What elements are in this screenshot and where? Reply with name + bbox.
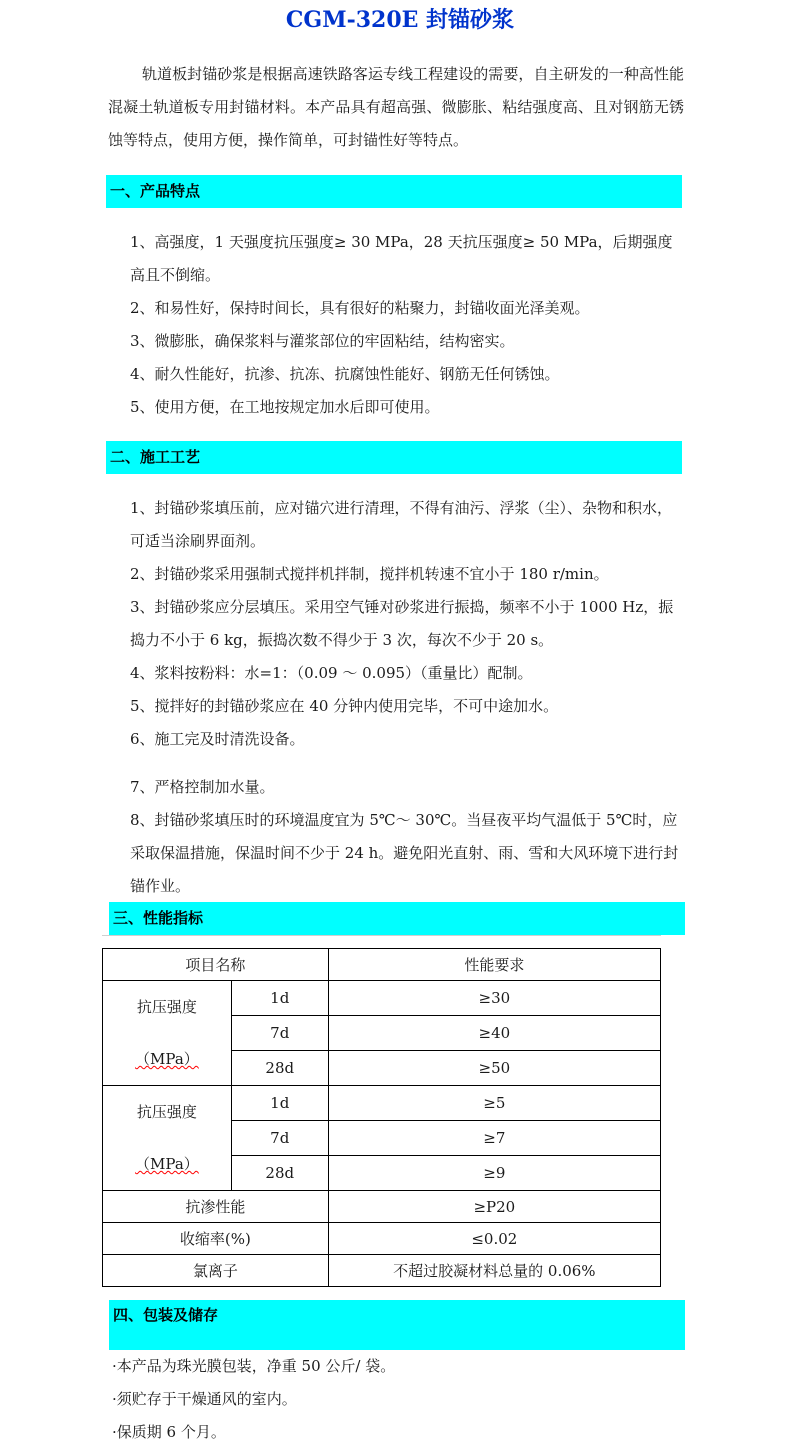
table-cell: 1d (231, 1086, 328, 1121)
list-item: 3、微膨胀，确保浆料与灌浆部位的牢固粘结，结构密实。 (130, 332, 515, 350)
section-heading-storage: 四、包装及储存 (109, 1300, 685, 1350)
table-cell: ≥50 (328, 1051, 660, 1086)
table-cell: 收缩率(%) (103, 1223, 329, 1255)
table-header-cell: 项目名称 (103, 949, 329, 981)
table-group-label (103, 981, 232, 1086)
table-row (103, 1223, 661, 1255)
table-cell: 1d (231, 981, 328, 1016)
list-item: 5、搅拌好的封锚砂浆应在 40 分钟内使用完毕，不可中途加水。 (130, 697, 559, 715)
storage-list (112, 1350, 682, 1449)
section-heading-performance: 三、性能指标 (109, 902, 685, 935)
group-label: 抗压强度 (136, 998, 197, 1016)
table-cell: 抗渗性能 (103, 1191, 329, 1223)
performance-table (102, 948, 661, 1287)
intro-paragraph: 轨道板封锚砂浆是根据高速铁路客运专线工程建设的需要，自主研发的一种高性能混凝土轨道板专用封锚材料。本产品具有超高强、微膨胀、粘结强度高、且对钢筋无锈蚀等特点，使用方便，操作简单，可封锚性好等特点。 (108, 65, 684, 149)
table-group-label (103, 1086, 232, 1191)
list-item: 1、高强度，1 天强度抗压强度≥ 30 MPa，28 天抗压强度≥ 50 MPa，后期强度高且不倒缩。 (130, 233, 673, 284)
list-item: 2、封锚砂浆采用强制式搅拌机拌制，搅拌机转速不宜小于 180 r/min。 (130, 565, 609, 583)
table-cell: ≤0.02 (328, 1223, 660, 1255)
table-cell: ≥30 (328, 981, 660, 1016)
table-row (103, 1191, 661, 1223)
table-cell: ≥P20 (328, 1191, 660, 1223)
divider (102, 935, 661, 936)
list-item: ·本产品为珠光膜包装，净重 50 公斤/ 袋。 (112, 1357, 396, 1375)
list-item: ·须贮存于干燥通风的室内。 (112, 1390, 297, 1408)
table-row (103, 1255, 661, 1287)
table-cell: 7d (231, 1121, 328, 1156)
list-item: ·保质期 6 个月。 (112, 1423, 226, 1441)
process-list (130, 492, 684, 756)
group-unit: （MPa） (135, 1155, 199, 1173)
table-cell: ≥40 (328, 1016, 660, 1051)
table-header-cell: 性能要求 (328, 949, 660, 981)
table-cell: 28d (231, 1051, 328, 1086)
list-item: 3、封锚砂浆应分层填压。采用空气锤对砂浆进行振捣，频率不小于 1000 Hz，振捣力不小于 6 kg，振捣次数不得少于 3 次，每次不少于 20 s。 (130, 598, 674, 649)
table-row (103, 949, 661, 981)
list-item: 7、严格控制加水量。 (130, 778, 275, 796)
table-row (103, 1086, 661, 1121)
page-title: CGM-320E 封锚砂浆 (285, 7, 515, 33)
table-cell: 不超过胶凝材料总量的 0.06% (328, 1255, 660, 1287)
table-cell: 氯离子 (103, 1255, 329, 1287)
list-item: 6、施工完及时清洗设备。 (130, 730, 305, 748)
process-list-continued (130, 771, 684, 903)
table-cell: ≥9 (328, 1156, 660, 1191)
group-label: 抗压强度 (136, 1103, 197, 1121)
section-heading-features: 一、产品特点 (106, 175, 682, 208)
list-item: 2、和易性好，保持时间长，具有很好的粘聚力，封锚收面光泽美观。 (130, 299, 590, 317)
group-unit: （MPa） (135, 1050, 199, 1068)
list-item: 5、使用方便，在工地按规定加水后即可使用。 (130, 398, 440, 416)
list-item: 4、浆料按粉料：水=1：（0.09 ～ 0.095）（重量比）配制。 (130, 664, 533, 682)
table-cell: ≥7 (328, 1121, 660, 1156)
list-item: 4、耐久性能好，抗渗、抗冻、抗腐蚀性能好、钢筋无任何锈蚀。 (130, 365, 560, 383)
section-heading-process: 二、施工工艺 (106, 441, 682, 474)
table-row (103, 981, 661, 1016)
list-item: 8、封锚砂浆填压时的环境温度宜为 5℃～ 30℃。当昼夜平均气温低于 5℃时，应采取保温措施，保温时间不少于 24 h。避免阳光直射、雨、雪和大风环境下进行封锚作业。 (130, 811, 679, 895)
table-cell: 28d (231, 1156, 328, 1191)
table-cell: ≥5 (328, 1086, 660, 1121)
features-list (130, 226, 684, 424)
list-item: 1、封锚砂浆填压前，应对锚穴进行清理，不得有油污、浮浆（尘）、杂物和积水，可适当涂刷界面剂。 (130, 499, 673, 550)
table-cell: 7d (231, 1016, 328, 1051)
